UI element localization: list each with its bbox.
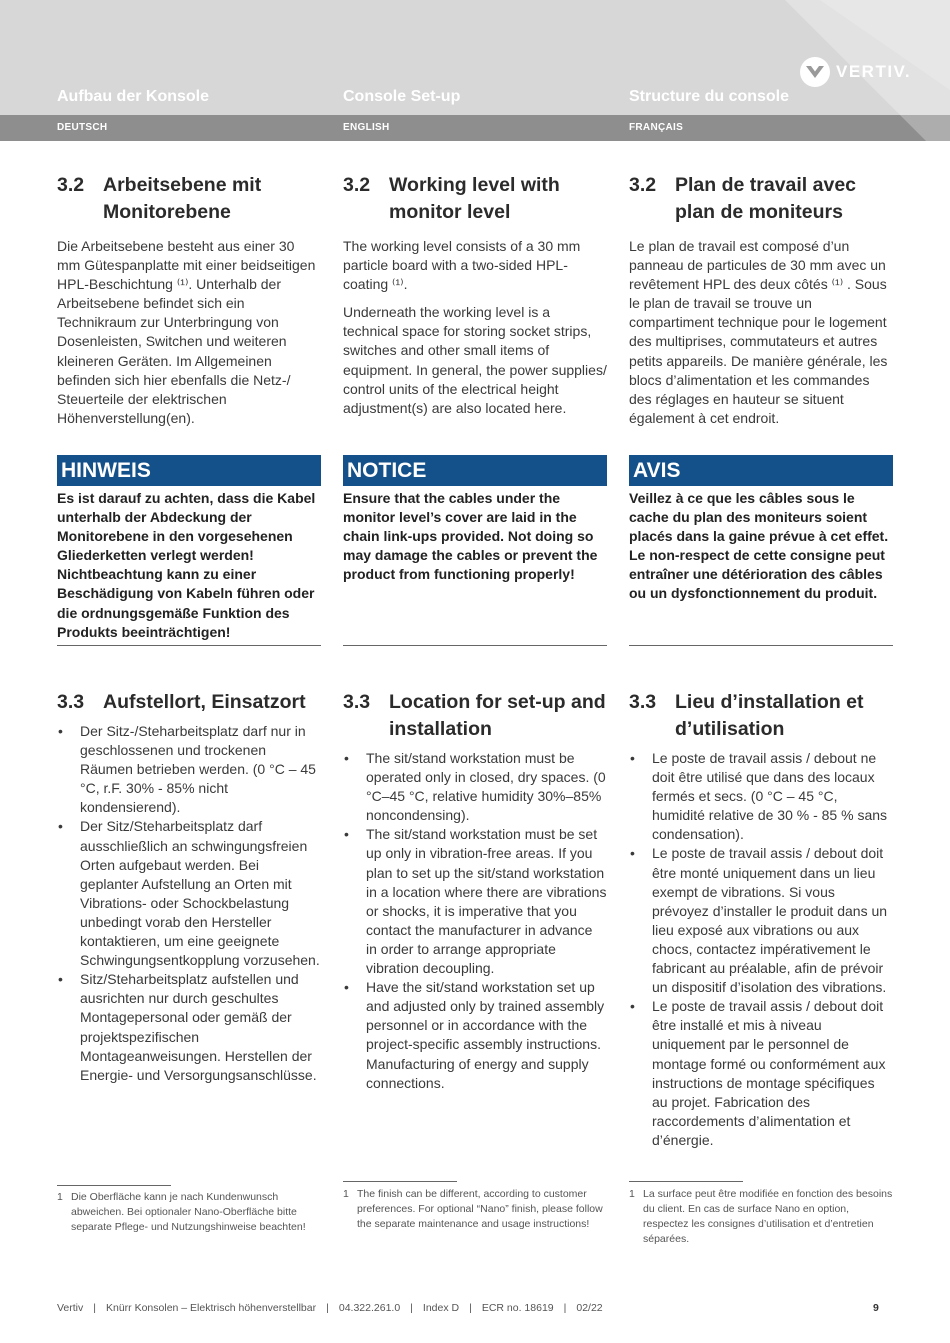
en-notice <box>343 455 607 584</box>
en-footnote-number: 1 <box>343 1188 349 1200</box>
de-footnote-text: Die Oberfläche kann je nach Kundenwunsch abweichen. Bei optionaler Nano-Oberfläche bitte separate Pflege- und Nutzungshinweise beachten! <box>71 1191 306 1233</box>
header-lang-fr: FRANÇAIS <box>629 122 684 133</box>
list-item: • Have the sit/stand workstation set up and adjusted only by trained assembly personnel or in accordance with the project-specific assembly instructions. Manufacturing of energy and supply connections. <box>343 978 607 1093</box>
header-lang-de: DEUTSCH <box>57 122 108 133</box>
fr-footnote-number: 1 <box>629 1188 635 1200</box>
fr-notice-text: Veillez à ce que les câbles sous le cache du plan des moniteurs soient placés dans la gaine prévue à cet effet. Le non-respect de cette consigne peut entraîner une détérioration des câbles ou un dysfonctionnement du produit. <box>629 490 889 602</box>
de-footnote <box>57 1190 327 1235</box>
fr-notice-divider <box>629 645 893 646</box>
en-footnote-text: The finish can be different, according to customer preferences. For optional “Nano” finish, please follow the separate maintenance and usage instructions! <box>357 1188 603 1230</box>
fr-section-3-3 <box>629 689 893 1150</box>
en-section-3-3 <box>343 689 607 1093</box>
en-section-3-2-body-2: Underneath the working level is a technical space for storing socket strips, switches and other small items of equipment. In general, the power supplies/ control units of the electrical height adjustment(s) are also located here. <box>343 304 607 416</box>
fr-section-3-2-title: Plan de travail avec plan de moniteurs <box>675 174 857 223</box>
fr-notice <box>629 455 893 604</box>
en-section-3-3-list <box>343 749 607 1093</box>
en-footnote-rule <box>343 1181 457 1182</box>
list-item: • Der Sitz/Steharbeitsplatz darf ausschließlich an schwingungsfreien Orten aufgebaut werden. Bei geplanter Aufstellung an Orten mit Vibrations- oder Schockbelastung unbedingt vorab den Hersteller kontaktieren, um eine geeignete Schwingungsentkopplung vorzusehen. <box>57 817 321 970</box>
footer-index: Index D <box>422 1302 460 1314</box>
fr-section-3-2-heading <box>629 172 893 226</box>
de-section-3-3 <box>57 689 321 1085</box>
de-notice-label: HINWEIS <box>57 455 321 486</box>
en-section-3-2-heading <box>343 172 607 226</box>
fr-section-3-3-list <box>629 749 893 1150</box>
en-section-3-2 <box>343 172 607 418</box>
en-section-3-2-body-1: The working level consists of a 30 mm particle board with a two-sided HPL-coating ⁽¹⁾. <box>343 238 581 293</box>
footer-company: Vertiv <box>57 1302 84 1314</box>
header-lang-en: ENGLISH <box>343 122 390 133</box>
de-section-3-3-title: Aufstellort, Einsatzort <box>103 691 306 713</box>
fr-section-3-3-number: 3.3 <box>629 691 657 713</box>
list-item: • Le poste de travail assis / debout doit être installé et mis à niveau uniquement par le personnel de montage formé ou conformément aux instructions de montage spécifiques au projet. Fabrication des raccordements d’alimentation et d’énergie. <box>629 997 893 1150</box>
list-item: • The sit/stand workstation must be operated only in closed, dry spaces. (0 °C–45 °C, relative humidity 30%–85% noncondensing). <box>343 749 607 825</box>
en-section-3-2-number: 3.2 <box>343 174 371 196</box>
en-notice-text: Ensure that the cables under the monitor level’s cover are laid in the chain link-ups provided. Not doing so may damage the cables or prevent the product from functioning properly! <box>343 490 598 583</box>
list-item: • Der Sitz-/Steharbeitsplatz darf nur in geschlossenen und trockenen Räumen betrieben werden. (0 °C – 45 °C, r.F. 30% - 85% nicht kondensierend). <box>57 722 321 817</box>
footer-doc-number: 04.322.261.0 <box>338 1302 401 1314</box>
en-section-3-3-title: Location for set-up and installation <box>389 691 606 740</box>
fr-footnote <box>629 1187 894 1247</box>
de-section-3-3-list <box>57 722 321 1085</box>
en-section-3-3-number: 3.3 <box>343 691 371 713</box>
de-notice-text: Es ist darauf zu achten, dass die Kabel unterhalb der Abdeckung der Monitorebene in den vorgesehenen Gliederketten verlegt werden! Nichtbeachtung kann zu einer Beschädigung von Kabeln führen oder die ordnungsgemäße Funktion des Produkts beeinträchtigen! <box>57 490 316 640</box>
de-section-3-2 <box>57 172 321 428</box>
de-section-3-2-body: Die Arbeitsebene besteht aus einer 30 mm Gütespanplatte mit einer beidseitigen HPL-Beschichtung ⁽¹⁾. Unterhalb der Arbeitsebene befindet sich ein Technikraum zur Unterbringung von Dosenleisten, Switchen und weiteren kleineren Geräten. Im Allgemeinen befinden sich hier ebenfalls die Netz-/ Steuerteile der elektrischen Höhenverstellung(en). <box>57 238 316 426</box>
vertiv-logo <box>800 57 911 87</box>
de-notice-divider <box>57 645 321 646</box>
fr-section-3-3-title: Lieu d’installation et d’utilisation <box>675 691 864 740</box>
footer-date: 02/22 <box>576 1302 603 1314</box>
list-item: • Le poste de travail assis / debout doit être monté uniquement dans un lieu exempt de vibrations. Si vous prévoyez d’installer le produit dans un lieu exposé aux vibrations ou aux chocs, contactez impérativement le fabricant au préalable, afin de prévoir un dispositif d’isolation des vibrations. <box>629 844 893 997</box>
list-item: • The sit/stand workstation must be set up only in vibration-free areas. If you plan to set up the sit/stand workstation in a location where there are vibrations or shocks, it is imperative that you contact the manufacturer in advance in order to arrange appropriate vibration decoupling. <box>343 825 607 978</box>
header-title-en: Console Set-up <box>343 88 461 105</box>
en-notice-divider <box>343 645 607 646</box>
vertiv-logo-icon <box>800 57 830 87</box>
page-footer: Vertiv | Knürr Konsolen – Elektrisch höhenverstellbar | 04.322.261.0 | Index D | ECR no. 18619 | 02/22 <box>57 1302 603 1314</box>
header-title-de: Aufbau der Konsole <box>57 88 210 105</box>
de-notice <box>57 455 321 642</box>
fr-section-3-2 <box>629 172 893 428</box>
en-section-3-3-heading <box>343 689 607 743</box>
de-footnote-number: 1 <box>57 1191 63 1203</box>
page-number: 9 <box>873 1302 879 1314</box>
fr-section-3-2-number: 3.2 <box>629 174 657 196</box>
footer-product: Knürr Konsolen – Elektrisch höhenverstellbar <box>106 1302 317 1314</box>
fr-footnote-text: La surface peut être modifiée en fonction des besoins du client. En cas de surface Nano en option, respectez les consignes d’utilisation et d’entretien séparées. <box>643 1188 893 1245</box>
de-section-3-2-heading <box>57 172 321 226</box>
de-section-3-3-heading <box>57 689 321 716</box>
fr-section-3-2-body: Le plan de travail est composé d’un panneau de particules de 30 mm avec un revêtement HPL des deux côtés ⁽¹⁾ . Sous le plan de travail se trouve un compartiment technique pour le logement des multiprises, commutateurs et autres petits appareils. De manière générale, les blocs d’alimentation et les commandes des réglages en hauteur se situent également à cet endroit. <box>629 238 888 426</box>
list-item: • Sitz/Steharbeitsplatz aufstellen und ausrichten nur durch geschultes Montagepersonal oder gemäß der projektspezifischen Montageanweisungen. Herstellen der Energie- und Versorgungsanschlüsse. <box>57 970 321 1085</box>
de-section-3-3-number: 3.3 <box>57 691 85 713</box>
header-title-fr: Structure du console <box>629 88 790 105</box>
list-item: • Le poste de travail assis / debout ne doit être utilisé que dans des locaux fermés et secs. (0 °C – 45 °C, humidité relative de 30 % - 85 % sans condensation). <box>629 749 893 844</box>
de-section-3-2-title: Arbeitsebene mit Monitorebene <box>103 174 262 223</box>
en-notice-label: NOTICE <box>343 455 607 486</box>
de-section-3-2-number: 3.2 <box>57 174 85 196</box>
fr-notice-label: AVIS <box>629 455 893 486</box>
fr-section-3-3-heading <box>629 689 893 743</box>
en-section-3-2-title: Working level with monitor level <box>389 174 560 223</box>
en-footnote <box>343 1187 613 1232</box>
de-footnote-rule <box>57 1185 171 1186</box>
fr-footnote-rule <box>629 1181 743 1182</box>
footer-ecr: ECR no. 18619 <box>481 1302 554 1314</box>
vertiv-logo-text: VERTIV. <box>836 62 912 81</box>
